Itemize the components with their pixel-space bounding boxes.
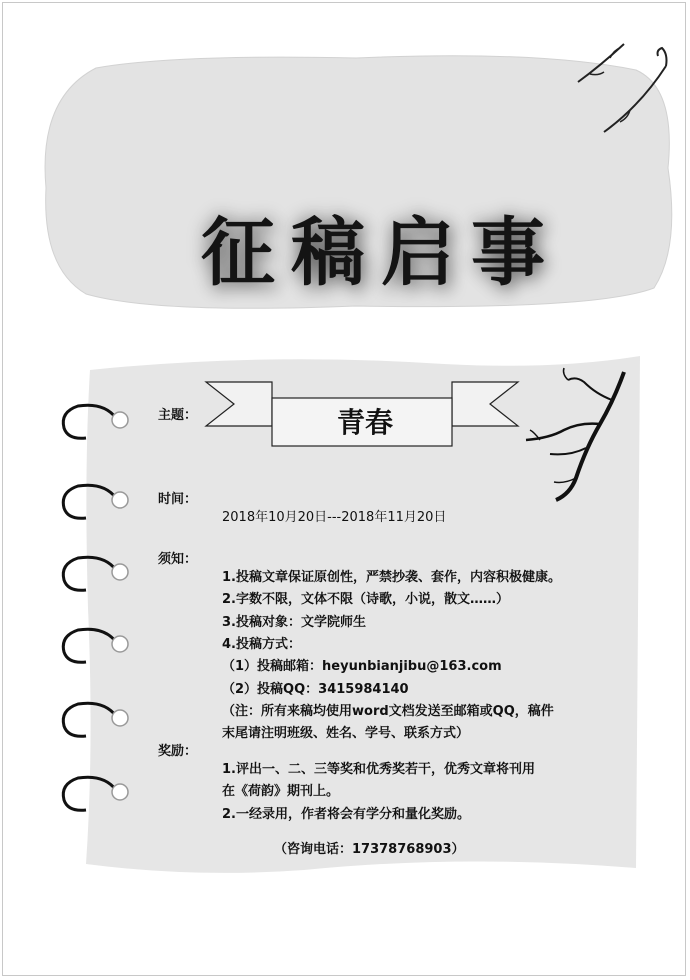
notice-item: （注：所有来稿均使用word文档发送至邮箱或QQ，稿件 <box>222 704 554 719</box>
branch-icon <box>520 360 638 510</box>
reward-label: 奖励： <box>158 744 198 759</box>
notice-item: 3.投稿对象：文学院师生 <box>222 615 366 630</box>
reward-item: 2.一经录用，作者将会有学分和量化奖励。 <box>222 807 470 822</box>
binder-ring-icon <box>56 478 136 522</box>
binder-ring-icon <box>56 550 136 594</box>
notice-item: 1.投稿文章保证原创性，严禁抄袭、套作，内容积极健康。 <box>222 570 561 585</box>
contact-phone: （咨询电话：17378768903） <box>274 842 465 857</box>
theme-value: 青春 <box>336 406 393 439</box>
notice-email: （1）投稿邮箱：heyunbianjibu@163.com <box>222 659 502 674</box>
twig-icon <box>570 36 680 146</box>
binder-ring-icon <box>56 622 136 666</box>
time-value: 2018年10月20日---2018年11月20日 <box>222 510 447 525</box>
theme-label: 主题： <box>158 408 198 423</box>
notice-qq: （2）投稿QQ：3415984140 <box>222 682 409 697</box>
page-title: 征稿启事 <box>201 210 561 296</box>
binder-ring-icon <box>56 696 136 740</box>
reward-item: 在《荷韵》期刊上。 <box>222 784 340 799</box>
binder-ring-icon <box>56 398 136 442</box>
notice-label: 须知： <box>158 552 198 567</box>
reward-item: 1.评出一、二、三等奖和优秀奖若干，优秀文章将刊用 <box>222 762 535 777</box>
notice-item: 2.字数不限，文体不限（诗歌，小说，散文……） <box>222 592 509 607</box>
notice-item: 末尾请注明班级、姓名、学号、联系方式） <box>222 726 470 741</box>
binder-ring-icon <box>56 770 136 814</box>
time-label: 时间： <box>158 492 198 507</box>
notice-item: 4.投稿方式： <box>222 637 301 652</box>
